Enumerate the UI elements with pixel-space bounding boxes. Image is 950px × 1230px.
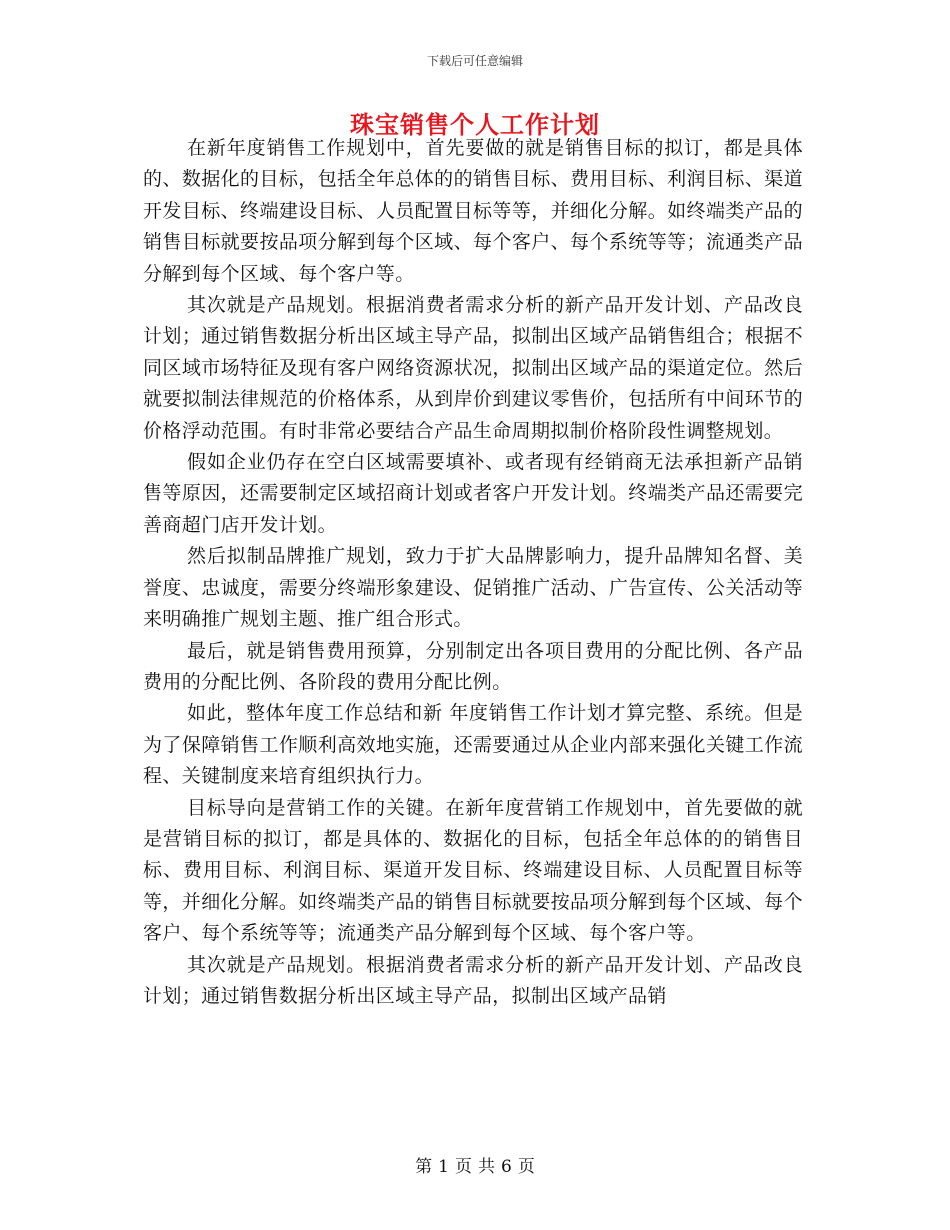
paragraph: 最后，就是销售费用预算，分别制定出各项目费用的分配比例、各产品费用的分配比例、各阶段的费用分配比例。 xyxy=(143,639,803,693)
paragraph: 假如企业仍存在空白区域需要填补、或者现有经销商无法承担新产品销售等原因，还需要制定区域招商计划或者客户开发计划。终端类产品还需要完善商超门店开发计划。 xyxy=(143,451,803,536)
footer-page-word: 页 xyxy=(455,1157,472,1177)
paragraph: 如此，整体年度工作总结和新 年度销售工作计划才算完整、系统。但是为了保障销售工作顺利高效地实施，还需要通过从企业内部来强化关键工作流程、关键制度来培育组织执行力。 xyxy=(143,702,803,788)
footer-current-page: 1 xyxy=(438,1157,449,1177)
document-title: 珠宝销售个人工作计划 xyxy=(350,110,600,139)
paragraph: 在新年度销售工作规划中，首先要做的就是销售目标的拟订，都是具体的、数据化的目标，包括全年总体的的销售目标、费用目标、利润目标、渠道开发目标、终端建设目标、人员配置目标等等，并细化分解。如终端类产品的销售目标就要按品项分解到每个区域、每个客户、每个系统等等；流通类产品分解到每个区域、每个客户等。 xyxy=(143,137,803,285)
header-note: 下载后可任意编辑 xyxy=(426,54,523,68)
document-body xyxy=(143,133,803,1012)
paragraph: 目标导向是营销工作的关键。在新年度营销工作规划中，首先要做的就是营销目标的拟订，都是具体的、数据化的目标，包括全年总体的的销售目标、费用目标、利润目标、渠道开发目标、终端建设目标、人员配置目标等等，并细化分解。如终端类产品的销售目标就要按品项分解到每个区域、每个客户、每个系统等等；流通类产品分解到每个区域、每个客户等。 xyxy=(143,796,803,945)
page-footer xyxy=(0,1152,950,1177)
footer-total-pages: 6 xyxy=(501,1157,512,1177)
footer-total-word: 共 xyxy=(478,1157,495,1177)
footer-suffix: 页 xyxy=(517,1157,535,1177)
paragraph: 其次就是产品规划。根据消费者需求分析的新产品开发计划、产品改良计划；通过销售数据分析出区域主导产品，拟制出区域产品销售组合；根据不同区域市场特征及现有客户网络资源状况，拟制出区域产品的渠道定位。然后就要拟制法律规范的价格体系，从到岸价到建议零售价，包括所有中间环节的价格浮动范围。有时非常必要结合产品生命周期拟制价格阶段性调整规划。 xyxy=(143,294,803,442)
paragraph: 然后拟制品牌推广规划，致力于扩大品牌影响力，提升品牌知名督、美誉度、忠诚度，需要分终端形象建设、促销推广活动、广告宣传、公关活动等来明确推广规划主题、推广组合形式。 xyxy=(143,545,803,631)
footer-prefix: 第 xyxy=(415,1157,433,1177)
paragraph: 其次就是产品规划。根据消费者需求分析的新产品开发计划、产品改良计划；通过销售数据分析出区域主导产品，拟制出区域产品销 xyxy=(143,953,803,1007)
